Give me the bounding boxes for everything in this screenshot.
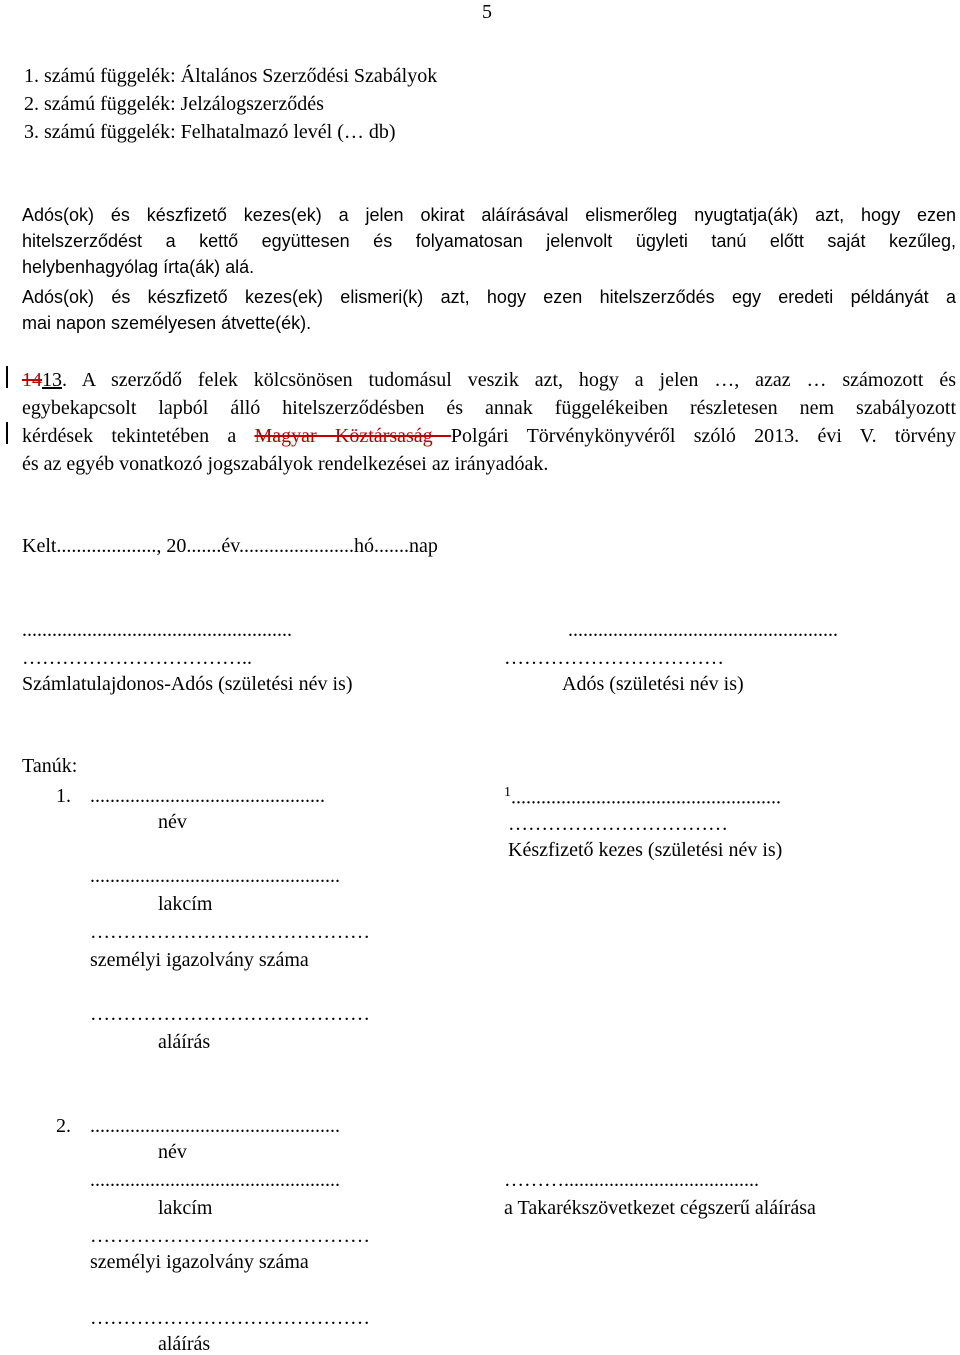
page-number: 5	[482, 1, 492, 23]
witness-1-name-dots: ...............................................	[90, 785, 325, 807]
bank-signature-dots: ……….......................................	[504, 1169, 759, 1191]
inserted-section-number: 13	[42, 369, 62, 391]
witness-2-id-label: személyi igazolvány száma	[90, 1251, 309, 1273]
appendix-item-2: 2. számú függelék: Jelzálogszerződés	[24, 93, 324, 115]
para1-line-3: helybenhagyólag írta(ák) alá.	[22, 257, 255, 277]
witness-1-signature-label: aláírás	[158, 1031, 211, 1053]
section-line-3-pre: kérdések tekintetében a	[22, 425, 255, 447]
left-signature-label: Számlatulajdonos-Adós (születési név is)	[22, 673, 353, 695]
section-line-1-text: . A szerződő felek kölcsönösen tudomásul veszik azt, hogy a jelen …, azaz … számozott és	[62, 369, 956, 391]
section-line-3	[22, 426, 956, 446]
left-signature-dots: ......................................................	[22, 619, 292, 641]
deleted-section-number: 14	[22, 369, 42, 391]
right-signature-label: Adós (születési név is)	[562, 673, 744, 695]
witness-1-signature-dots: ……………………………………	[90, 1003, 370, 1025]
footnote-mark: 1	[504, 785, 511, 800]
section-line-3-post: Polgári Törvénykönyvéről szóló 2013. évi V. törvény	[450, 425, 956, 447]
witness-2-number: 2.	[56, 1115, 71, 1137]
witness-1-address-label: lakcím	[158, 893, 213, 915]
witness-2-name-dots: ..................................................	[90, 1115, 340, 1137]
witness-2-name-label: név	[158, 1141, 187, 1163]
section-line-1	[22, 370, 956, 390]
guarantor-signature-line: ……………………………	[508, 813, 728, 835]
section-line-4: és az egyéb vonatkozó jogszabályok rendelkezései az irányadóak.	[22, 453, 549, 475]
witness-2-id-dots: ……………………………………	[90, 1225, 370, 1247]
guarantor-dots-text: ......................................................	[511, 786, 781, 809]
left-signature-line: ……………………………..	[22, 647, 252, 669]
witness-2-signature-label: aláírás	[158, 1333, 211, 1355]
guarantor-signature-dots	[504, 786, 781, 808]
right-signature-line: ……………………………	[504, 647, 724, 669]
witnesses-title: Tanúk:	[22, 755, 78, 777]
witness-2-signature-dots: ……………………………………	[90, 1307, 370, 1329]
date-line: Kelt...................., 20.......év.......................hó.......nap	[22, 535, 438, 557]
witness-1-address-dots: ..................................................	[90, 865, 340, 887]
appendix-item-1: 1. számú függelék: Általános Szerződési Szabályok	[24, 65, 438, 87]
witness-1-id-dots: ……………………………………	[90, 921, 370, 943]
witness-1-name-label: név	[158, 811, 187, 833]
deleted-text: Magyar Köztársaság	[254, 425, 451, 447]
witness-2-address-dots: ..................................................	[90, 1169, 340, 1191]
witness-2-address-label: lakcím	[158, 1197, 213, 1219]
para1-line-2: hitelszerződést a kettő együttesen és folyamatosan jelenvolt ügyleti tanú előtt saját kezűleg,	[22, 231, 956, 251]
para2-line-1: Adós(ok) és készfizető kezes(ek) elismeri(k) azt, hogy ezen hitelszerződés egy eredeti példányát a	[22, 287, 956, 307]
witness-1-id-label: személyi igazolvány száma	[90, 949, 309, 971]
bank-signature-label: a Takarékszövetkezet cégszerű aláírása	[504, 1197, 816, 1219]
witness-1-number: 1.	[56, 785, 71, 807]
revision-bar-1	[6, 366, 8, 388]
guarantor-label: Készfizető kezes (születési név is)	[508, 839, 783, 861]
para1-line-1: Adós(ok) és készfizető kezes(ek) a jelen okirat aláírásával elismerőleg nyugtatja(ák) azt, hogy ezen	[22, 205, 956, 225]
right-signature-dots: ......................................................	[568, 619, 838, 641]
para2-line-2: mai napon személyesen átvette(ék).	[22, 313, 312, 333]
revision-bar-2	[6, 422, 8, 444]
appendix-item-3: 3. számú függelék: Felhatalmazó levél (… db)	[24, 121, 396, 143]
section-line-2: egybekapcsolt lapból álló hitelszerződésben és annak függelékeiben részletesen nem szabályozott	[22, 397, 956, 419]
